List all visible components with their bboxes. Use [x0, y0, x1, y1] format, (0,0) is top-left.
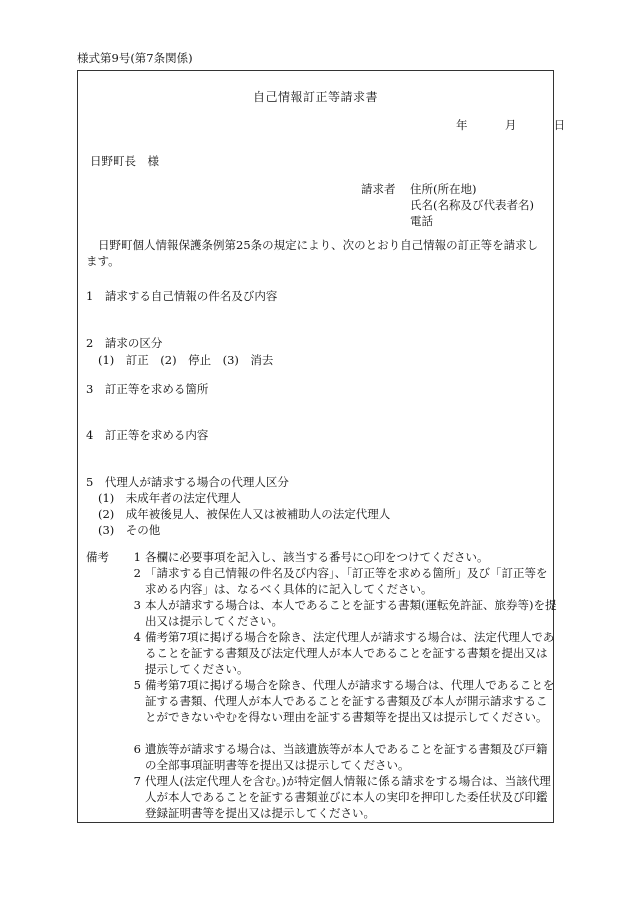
note-text: 備考第7項に掲げる場合を除き、代理人が請求する場合は、代理人であることを証する書類、代理人が本人であることを証する書類及び本人が開示請求することができないやむを得ない理由を証する書類等を提出又は提示してください。 [145, 678, 555, 724]
intro-paragraph: 日野町個人情報保護条例第25条の規定により、次のとおり自己情報の訂正等を請求します。 [86, 238, 539, 268]
item-5-option-1: (1) 未成年者の法定代理人 [98, 491, 241, 505]
note-text: 各欄に必要事項を記入し、該当する番号に○印をつけてください。 [145, 550, 489, 564]
requester-label: 請求者 [361, 182, 396, 196]
item-2-options: (1) 訂正 (2) 停止 (3) 消去 [98, 353, 274, 367]
item-4: 4 訂正等を求める内容 [86, 428, 209, 442]
note-number: 4 [133, 630, 141, 644]
note-6 [123, 741, 557, 773]
item-5-option-3: (3) その他 [98, 523, 161, 537]
requester-name: 氏名(名称及び代表者名) [410, 198, 534, 212]
form-title: 自己情報訂正等請求書 [252, 90, 378, 104]
addressee: 日野町長 様 [90, 154, 159, 168]
item-5-option-2: (2) 成年被後見人、被保佐人又は被補助人の法定代理人 [98, 507, 391, 521]
notes-heading: 備考 [86, 550, 109, 564]
note-text: 備考第7項に掲げる場合を除き、法定代理人が請求する場合は、法定代理人であることを証する書類及び法定代理人が本人であることを証する書類を提出又は提示してください。 [145, 630, 555, 676]
item-5: 5 代理人が請求する場合の代理人区分 [86, 475, 289, 489]
form-frame [77, 70, 566, 823]
note-3 [123, 597, 557, 629]
note-text: 遺族等が請求する場合は、当該遺族等が本人であることを証する書類及び戸籍の全部事項証明書等を提出又は提示してください。 [145, 742, 548, 772]
requester-fields [410, 181, 534, 229]
item-2: 2 請求の区分 [86, 336, 163, 350]
date-year: 年 [456, 118, 468, 132]
note-7 [123, 773, 557, 821]
note-text: 「請求する自己情報の件名及び内容」、「訂正等を求める箇所」及び「訂正等を求める内容」は、なるべく具体的に記入してください。 [145, 566, 548, 596]
item-3: 3 訂正等を求める箇所 [86, 382, 209, 396]
note-4 [123, 629, 557, 677]
note-text: 代理人(法定代理人を含む。)が特定個人情報に係る請求をする場合は、当該代理人が本人であることを証する書類並びに本人の実印を押印した委任状及び印鑑登録証明書等を提出又は提示してください。 [145, 774, 551, 820]
note-text: 本人が請求する場合は、本人であることを証する書類(運転免許証、旅券等)を提出又は提示してください。 [145, 598, 557, 628]
note-5 [123, 677, 557, 725]
date-month: 月 [504, 118, 517, 132]
form-number-label: 様式第9号(第7条関係) [77, 51, 193, 65]
note-number: 1 [133, 550, 141, 564]
requester-phone: 電話 [410, 214, 433, 228]
date-day: 日 [553, 118, 566, 132]
note-1 [123, 549, 557, 565]
note-number: 2 [133, 566, 141, 580]
date-line [456, 117, 565, 133]
note-number: 7 [133, 774, 141, 788]
item-1: 1 請求する自己情報の件名及び内容 [86, 289, 278, 303]
note-2 [123, 565, 557, 597]
note-number: 6 [133, 742, 141, 756]
note-number: 5 [133, 678, 141, 692]
note-number: 3 [133, 598, 141, 612]
requester-address: 住所(所在地) [410, 182, 477, 196]
